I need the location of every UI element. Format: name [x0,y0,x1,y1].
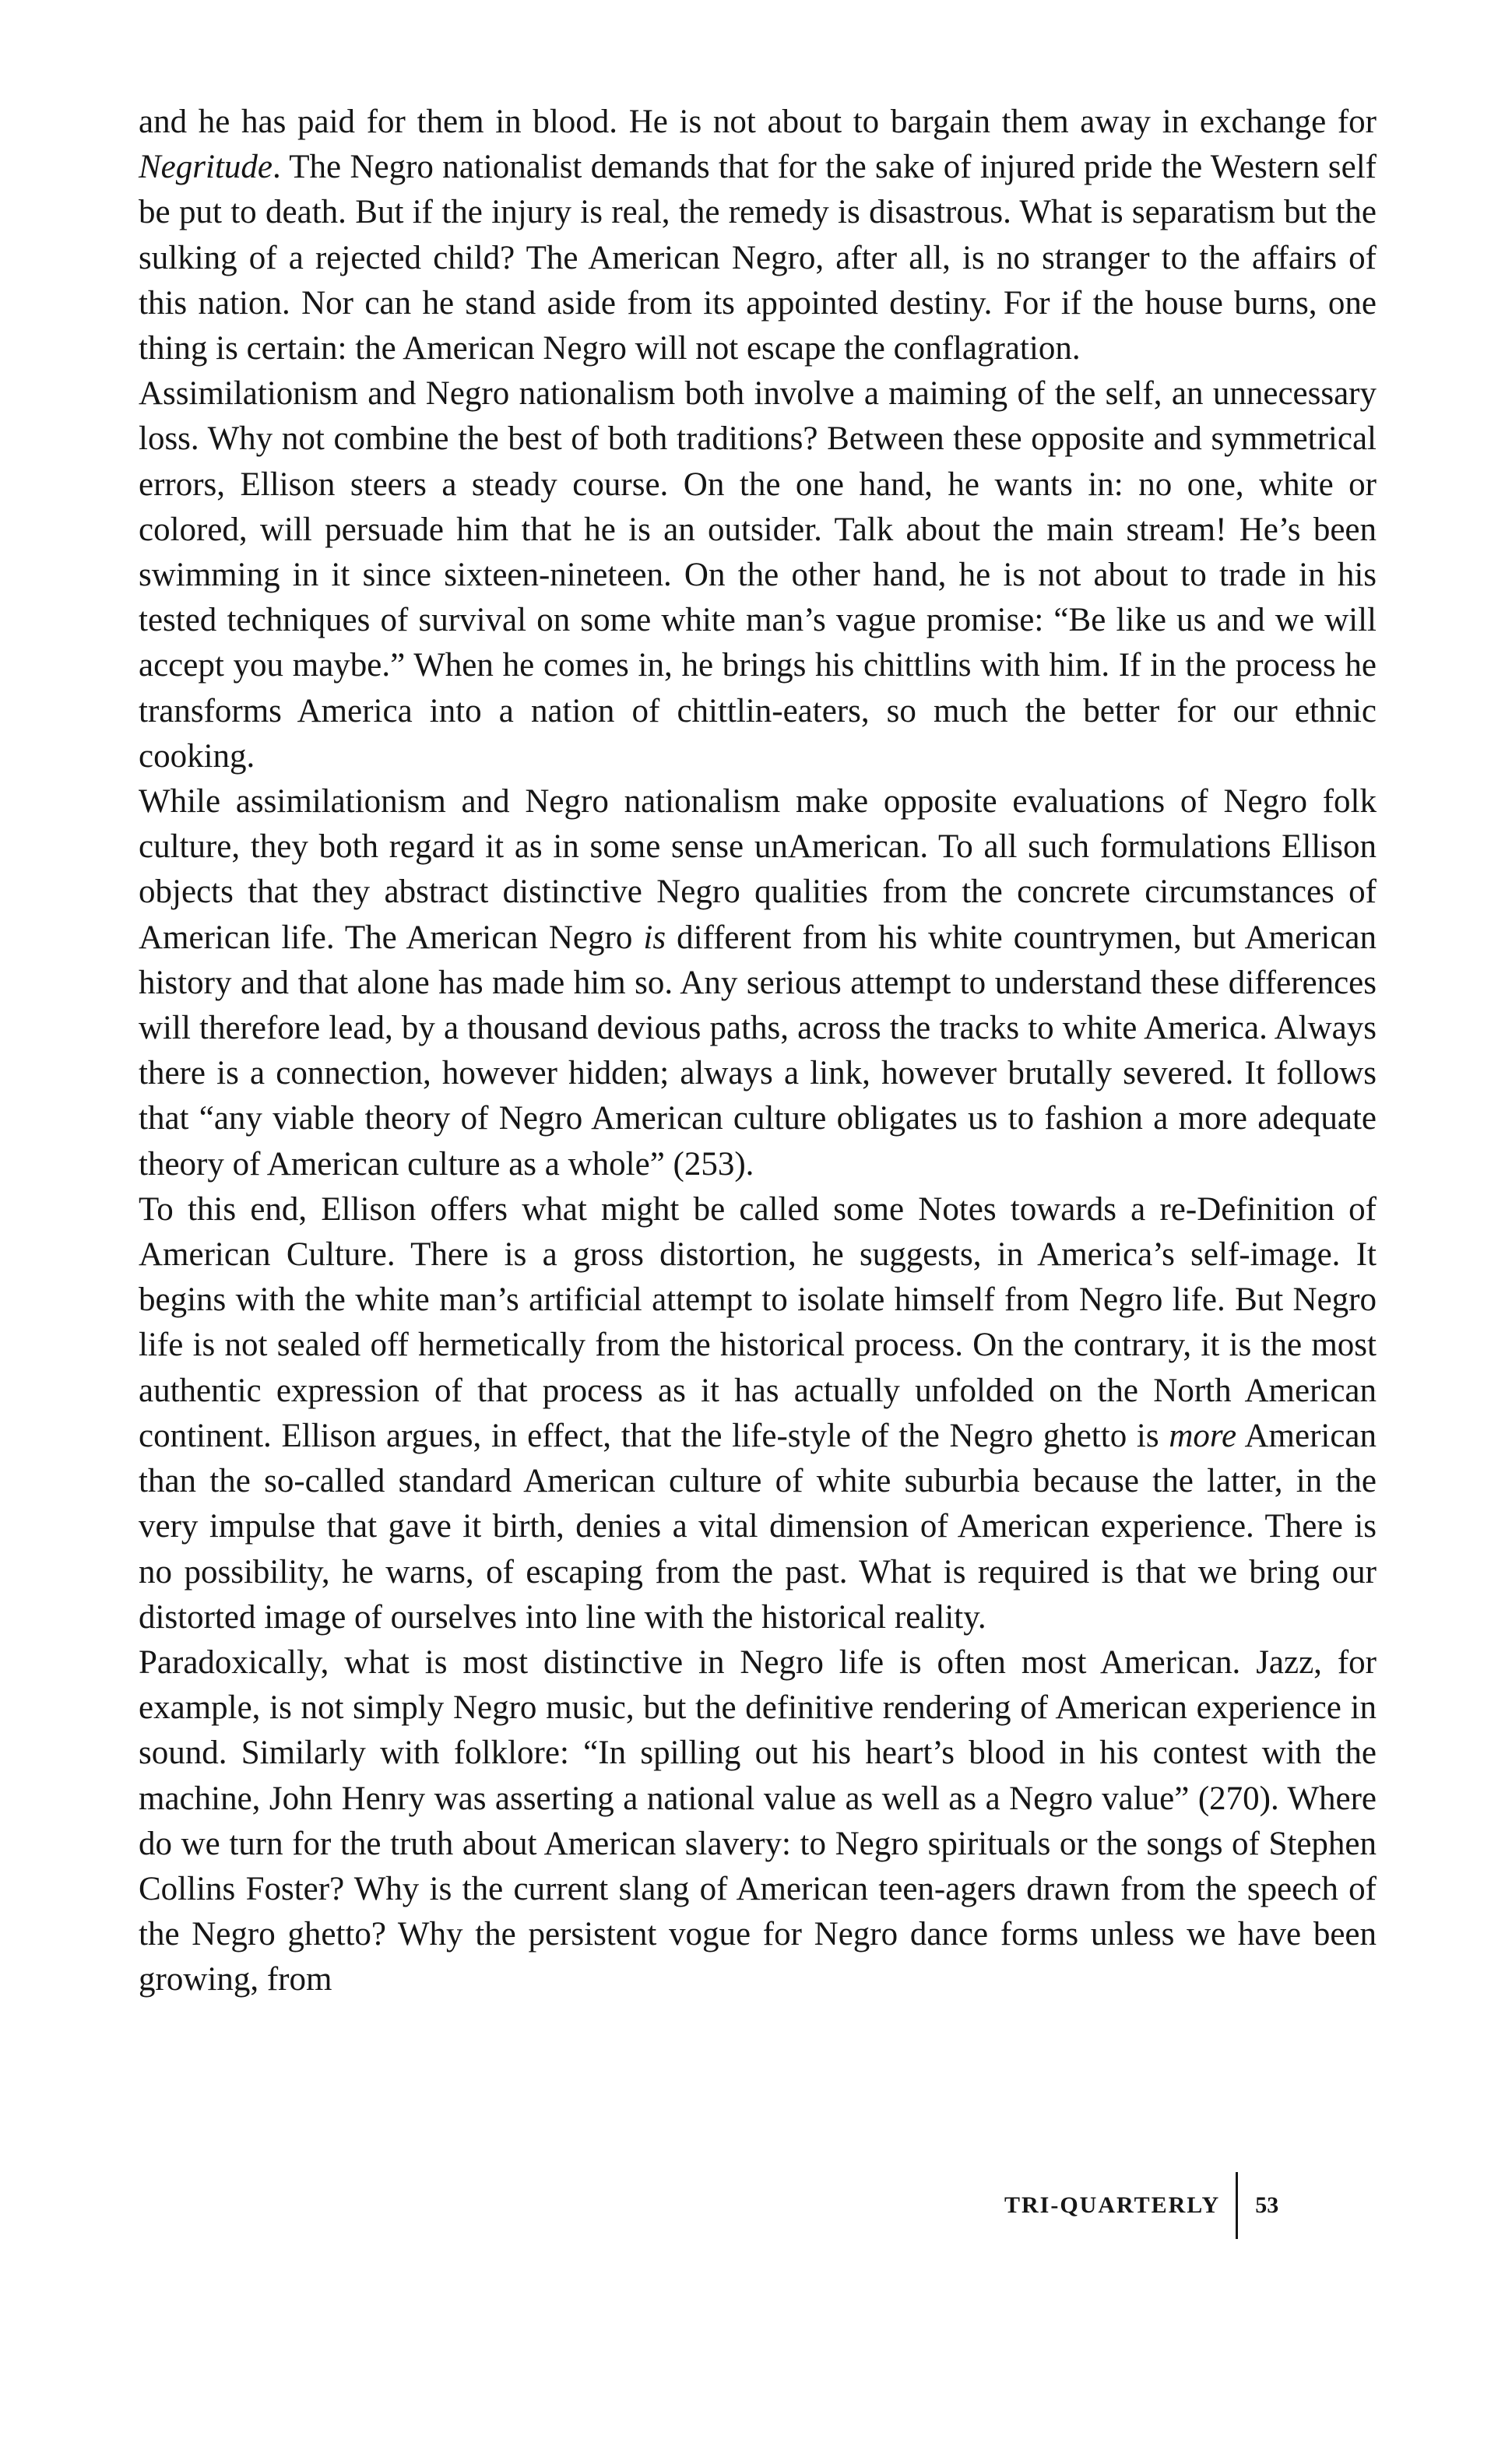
paragraph-2 [139,371,1377,779]
paragraph-4 [139,1187,1377,1640]
paragraph-1-italic-negritude: Negritude [139,149,273,186]
paragraph-5-text: Paradoxically, what is most distinctive in Negro life is often most American. Jazz, for example, is not simply Negro music, but the definitive rendering of American experience in sound. Similarly with folklore: “In spilling out his heart’s blood in his contest with the machine, John Henry was asserting a national value as well as a Negro value” (270). Where do we turn for the truth about American slavery: to Negro spirituals or the songs of Stephen Collins Foster? Why is the current slang of American teen-agers drawn from the speech of the Negro ghetto? Why the persistent vogue for Negro dance forms unless we have been growing, from [139,1643,1377,1998]
paragraph-1 [139,100,1377,371]
paragraph-1-text-2: . The Negro nationalist demands that for the sake of injured pride the Western self be put to death. But if the injury is real, the remedy is disastrous. What is separatism but the sulking of a rejected child? The American Negro, after all, is no stranger to the affairs of this nation. Nor can he stand aside from its appointed destiny. For if the house burns, one thing is certain: the American Negro will not escape the conflagration. [139,149,1377,367]
paragraph-4-italic-more: more [1169,1417,1237,1454]
body-text [139,100,1377,2003]
page-footer [1004,2172,1278,2239]
footer-divider [1236,2172,1238,2239]
paragraph-3-text-2: different from his white countrymen, but American history and that alone has made him so. Any serious attempt to understand these differences will therefore lead, by a thousand devious paths, across the tracks to white America. Always there is a connection, however hidden; always a link, however brutally severed. It follows that “any viable theory of Negro American culture obligates us to fashion a more adequate theory of American culture as a whole” (253). [139,919,1377,1183]
paragraph-4-text-2: American than the so-called standard American culture of white suburbia because the latter, in the very impulse that gave it birth, denies a vital dimension of American experience. There is no possibility, he warns, of escaping from the past. What is required is that we bring our distorted image of ourselves into line with the historical reality. [139,1417,1377,1636]
paragraph-1-text-1: and he has paid for them in blood. He is not about to bargain them away in exchange for [139,104,1377,140]
journal-title: TRI-QUARTERLY [1004,2192,1221,2218]
paragraph-2-text: Assimilationism and Negro nationalism both involve a maiming of the self, an unnecessary loss. Why not combine the best of both traditions? Between these opposite and symmetrical errors, Ellison steers a steady course. On the one hand, he wants in: no one, white or colored, will persuade him that he is an outsider. Talk about the main stream! He’s been swimming in it since sixteen-nineteen. On the other hand, he is not about to trade in his tested techniques of survival on some white man’s vague promise: “Be like us and we will accept you maybe.” When he comes in, he brings his chittlins with him. If in the process he transforms America into a nation of chittlin-eaters, so much the better for our ethnic cooking. [139,375,1377,775]
paragraph-3-italic-is: is [643,919,666,956]
paragraph-3-text-1: While assimilationism and Negro nationalism make opposite evaluations of Negro folk culture, they both regard it as in some sense unAmerican. To all such formulations Ellison objects that they abstract distinctive Negro qualities from the concrete circumstances of American life. The American Negro [139,783,1377,956]
paragraph-3 [139,779,1377,1187]
paragraph-4-text-1: To this end, Ellison offers what might be called some Notes towards a re-Definition of American Culture. There is a gross distortion, he suggests, in America’s self-image. It begins with the white man’s artificial attempt to isolate himself from Negro life. But Negro life is not sealed off hermetically from the historical process. On the contrary, it is the most authentic expression of that process as it has actually unfolded on the North American continent. Ellison argues, in effect, that the life-style of the Negro ghetto is [139,1190,1377,1454]
page-number: 53 [1255,2192,1279,2218]
paragraph-5 [139,1640,1377,2003]
